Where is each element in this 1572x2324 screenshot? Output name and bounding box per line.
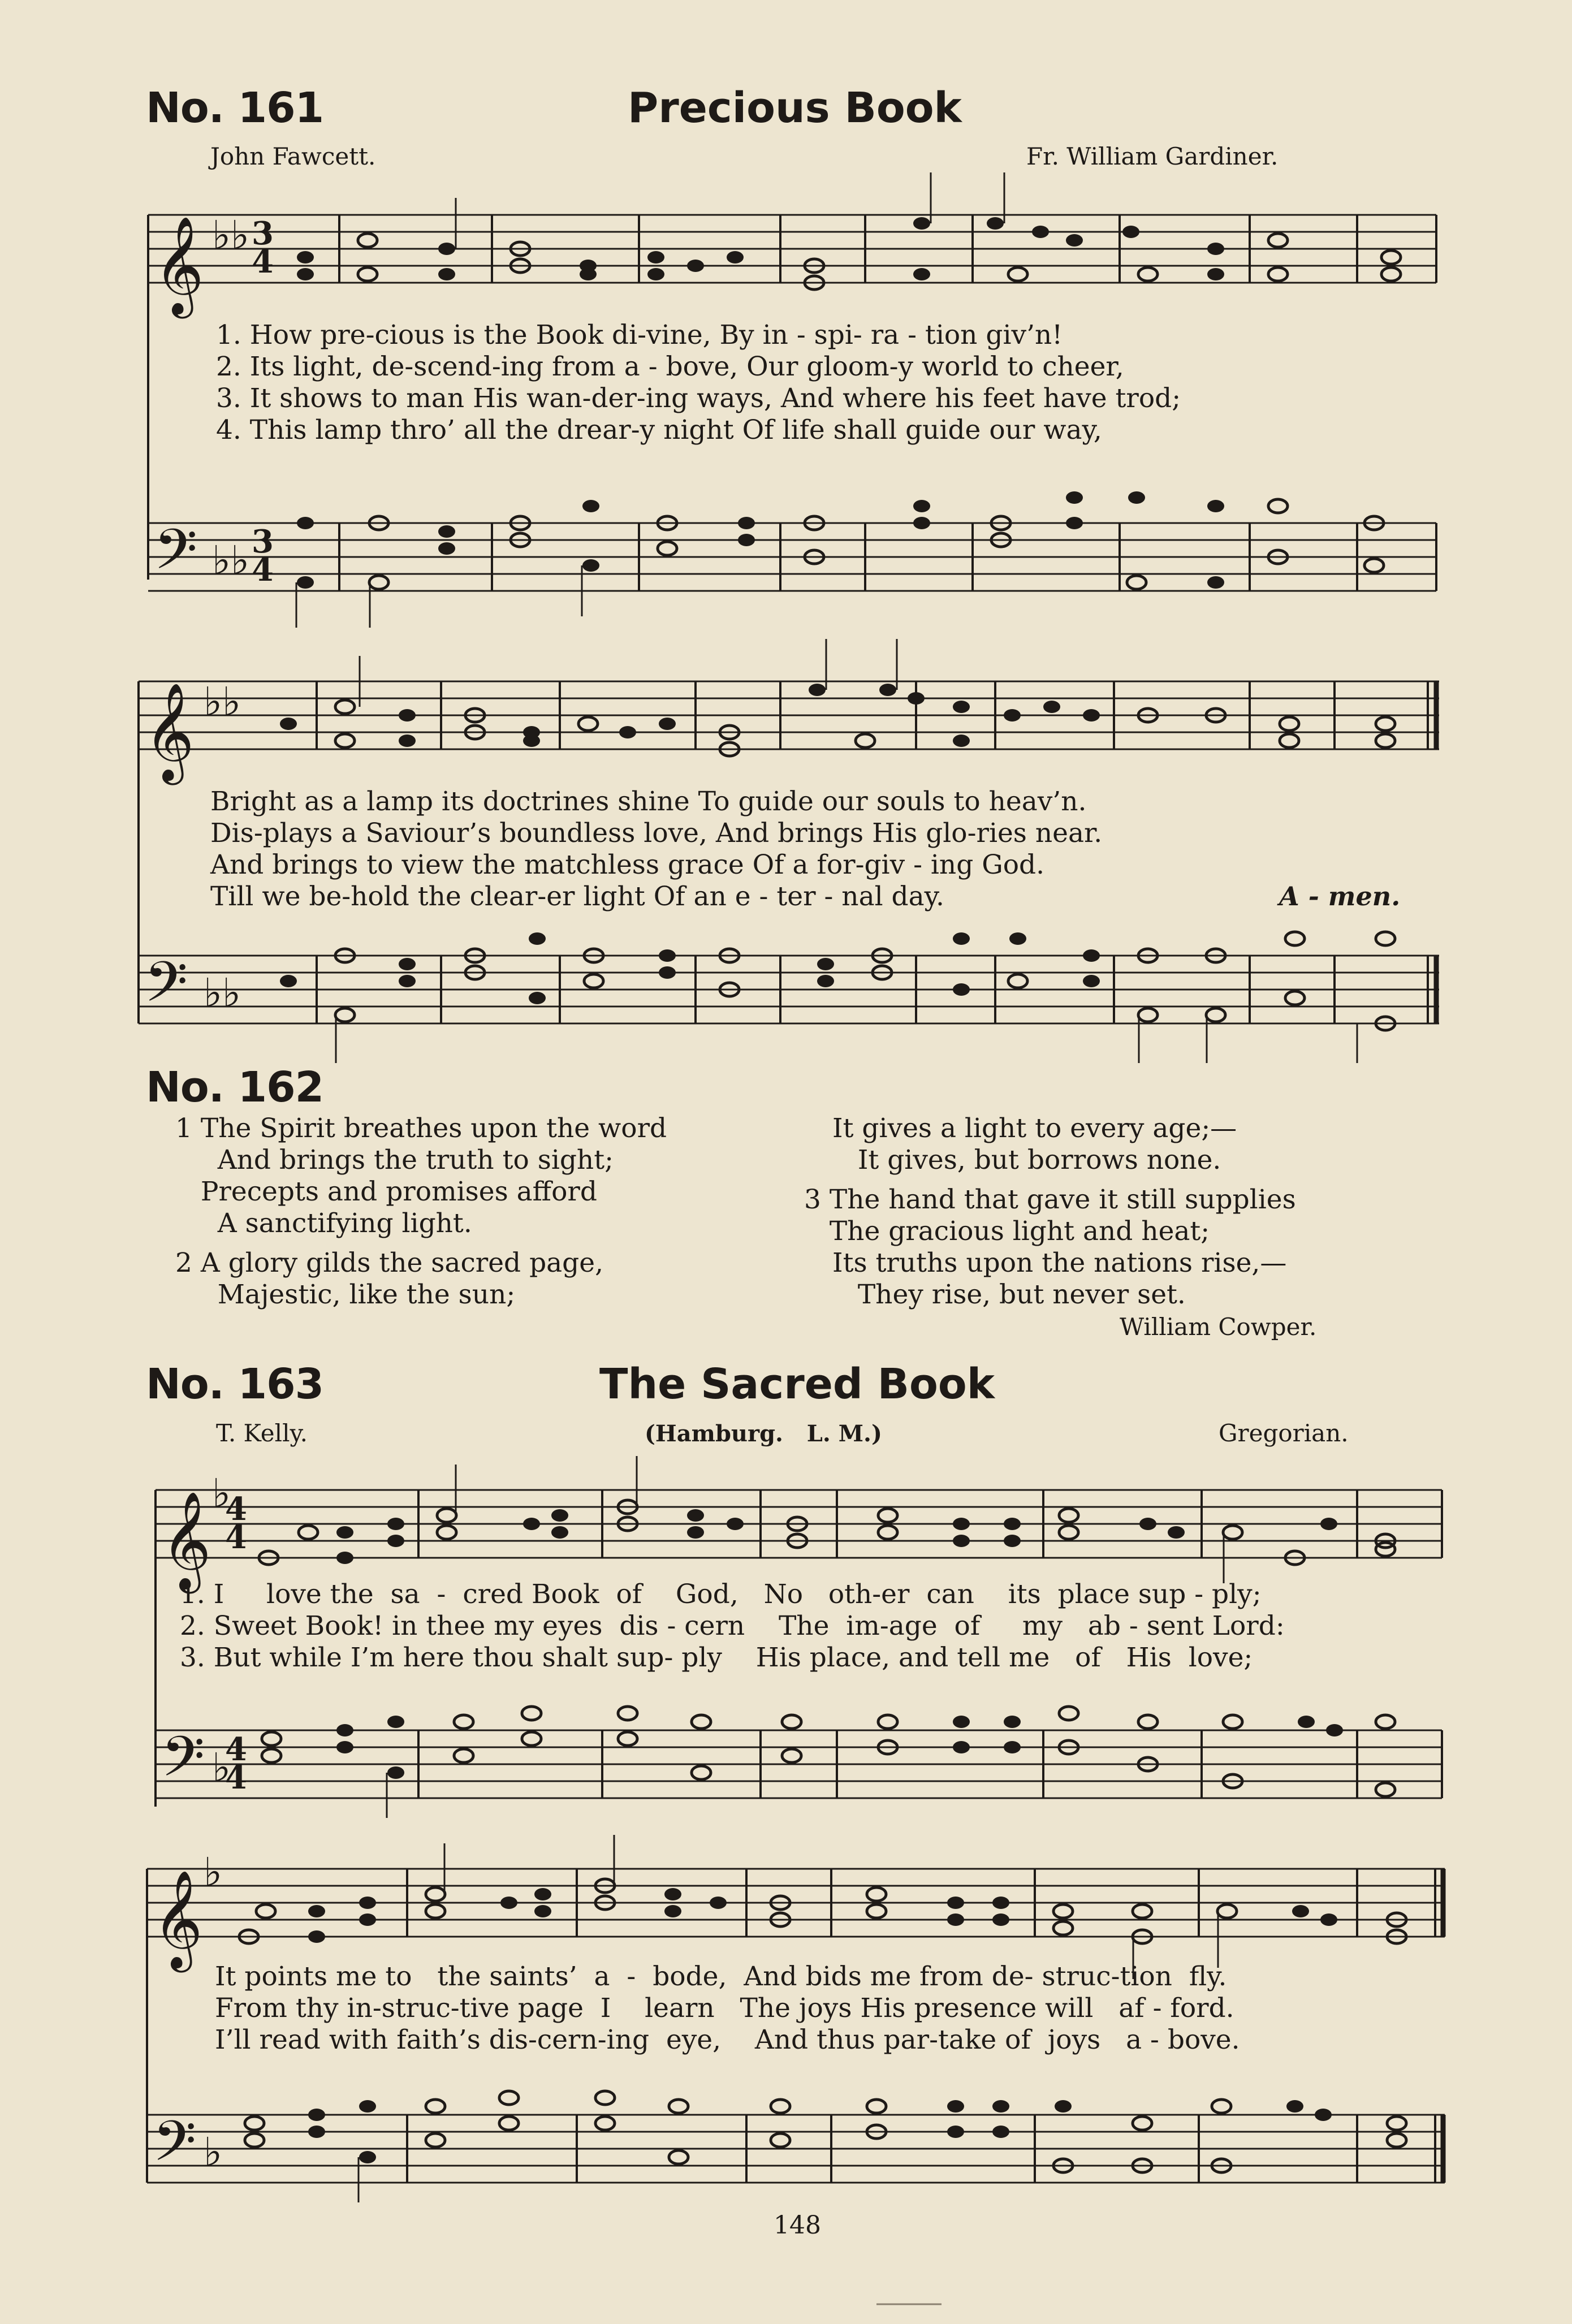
- hymn-161-line1-v3: 3. It shows to man His wan-der-ing ways, And where his feet have trod;: [216, 383, 1181, 414]
- hymn-161-line2-v4: Till we be-hold the clear-er light Of an e - ter - nal day.: [210, 881, 944, 912]
- hymn-162-number: No. 162: [146, 1063, 324, 1112]
- hymn-161-line1-v4: 4. This lamp thro’ all the drear-y night Of life shall guide our way,: [216, 414, 1102, 446]
- svg-text:𝄢: 𝄢: [144, 950, 188, 1029]
- svg-text:♭♭: ♭♭: [212, 212, 250, 258]
- svg-text:♭♭: ♭♭: [204, 970, 241, 1016]
- hymn-163-tune: (Hamburg. L. M.): [645, 1420, 882, 1447]
- svg-text:𝄞: 𝄞: [144, 682, 195, 781]
- hymn-162-col2-line3: 3 The hand that gave it still supplies: [804, 1184, 1296, 1215]
- svg-text:4: 4: [225, 1519, 247, 1556]
- svg-text:4: 4: [225, 1759, 247, 1796]
- svg-text:♭: ♭: [212, 1470, 231, 1517]
- hymn-163-line2-v3: I’ll read with faith’s dis-cern-ing eye, And thus par-take of joys a - bove.: [215, 2024, 1240, 2055]
- svg-text:♭♭: ♭♭: [204, 679, 241, 725]
- hymn-162-col1-line2: And brings the truth to sight;: [175, 1144, 614, 1176]
- hymn-161-title: Precious Book: [628, 84, 962, 132]
- svg-text:𝄞: 𝄞: [154, 216, 204, 314]
- svg-text:4: 4: [252, 243, 274, 280]
- hymn-162-col2-line2: It gives, but borrows none.: [832, 1144, 1221, 1176]
- hymn-163-number: No. 163: [146, 1360, 324, 1409]
- hymn-163-line2-v2: From thy in-struc-tive page I learn The joys His presence will af - ford.: [215, 1993, 1234, 2024]
- hymn-161-line2-v1: Bright as a lamp its doctrines shine To guide our souls to heav’n.: [210, 786, 1087, 817]
- svg-text:♭♭: ♭♭: [212, 537, 250, 584]
- hymn-162-col2-line1: It gives a light to every age;—: [832, 1113, 1237, 1144]
- svg-text:𝄢: 𝄢: [153, 2109, 197, 2188]
- hymn-163-title: The Sacred Book: [599, 1360, 995, 1409]
- hymn-163-line1-v3: 3. But while I’m here thou shalt sup- ply His place, and tell me of His love;: [180, 1642, 1253, 1673]
- hymn-161-number: No. 161: [146, 84, 324, 132]
- hymn-162-col2-line6: They rise, but never set.: [832, 1279, 1186, 1310]
- hymn-162-col1-line3: Precepts and promises afford: [175, 1176, 597, 1207]
- hymn-163-line2-v1: It points me to the saints’ a - bode, And bids me from de- struc-tion fly.: [215, 1961, 1227, 1992]
- svg-text:3: 3: [252, 215, 274, 252]
- svg-text:𝄞: 𝄞: [161, 1491, 211, 1589]
- hymn-162-col1-line6: Majestic, like the sun;: [175, 1279, 516, 1310]
- svg-text:𝄢: 𝄢: [161, 1725, 205, 1803]
- svg-text:4: 4: [225, 1491, 247, 1528]
- hymn-161-line1-v2: 2. Its light, de-scend-ing from a - bove, Our gloom-y world to cheer,: [216, 351, 1124, 382]
- hymn-162-col1-line1: 1 The Spirit breathes upon the word: [175, 1113, 667, 1144]
- hymn-162-col2-line4: The gracious light and heat;: [804, 1216, 1210, 1247]
- hymn-163-line1-v2: 2. Sweet Book! in thee my eyes dis - cern The im-age of my ab - sent Lord:: [180, 1610, 1285, 1642]
- page-number: 148: [774, 2211, 821, 2240]
- svg-text:♭: ♭: [204, 2129, 223, 2175]
- svg-text:3: 3: [252, 523, 274, 560]
- hymn-161-amen: A - men.: [1279, 881, 1401, 912]
- hymn-163-author: T. Kelly.: [216, 1419, 308, 1447]
- svg-text:♭: ♭: [212, 1744, 231, 1791]
- svg-text:4: 4: [252, 551, 274, 589]
- hymn-162-author: William Cowper.: [1120, 1313, 1317, 1341]
- svg-text:♭: ♭: [204, 1849, 223, 1895]
- hymn-161-line1-v1: 1. How pre-cious is the Book di-vine, By in - spi- ra - tion giv’n!: [216, 319, 1063, 351]
- hymn-163-line1-v1: 1. I love the sa - cred Book of God, No oth-er can its place sup - ply;: [180, 1579, 1262, 1610]
- svg-text:4: 4: [225, 1731, 247, 1768]
- hymn-162-col1-line4: A sanctifying light.: [175, 1208, 472, 1239]
- hymn-162-col2-line5: Its truths upon the nations rise,—: [832, 1247, 1287, 1278]
- hymn-161-composer: Fr. William Gardiner.: [1026, 142, 1279, 170]
- hymn-161-line2-v2: Dis-plays a Saviour’s boundless love, And brings His glo-ries near.: [210, 818, 1103, 849]
- svg-text:𝄢: 𝄢: [154, 517, 198, 596]
- hymn-161-author: John Fawcett.: [210, 142, 376, 170]
- hymn-161-line2-v3: And brings to view the matchless grace Of a for-giv - ing God.: [210, 849, 1045, 880]
- hymn-163-composer: Gregorian.: [1219, 1419, 1349, 1447]
- svg-text:𝄞: 𝄞: [153, 1870, 203, 1968]
- hymn-162-col1-line5: 2 A glory gilds the sacred page,: [175, 1247, 604, 1278]
